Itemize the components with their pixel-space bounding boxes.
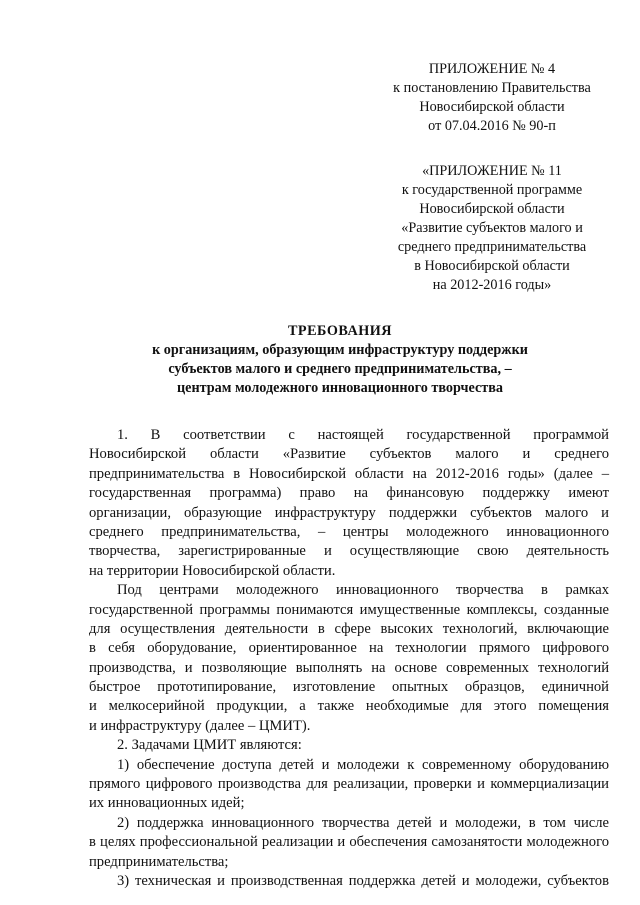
body-line: Новосибирской области «Развитие субъектов малого и среднего — [89, 446, 609, 463]
appendix-line: «ПРИЛОЖЕНИЕ № 11 — [422, 163, 562, 179]
body-line: 1) обеспечение доступа детей и молодежи к современному оборудованию — [117, 756, 609, 773]
body-line: творчества, зарегистрированные и осуществляющие свою деятельность — [89, 543, 609, 560]
appendix-line: на 2012-2016 годы» — [432, 277, 552, 293]
body-line: на территории Новосибирской области. — [89, 562, 336, 579]
appendix-line: от 07.04.2016 № 90-п — [428, 118, 556, 134]
body-line: государственной программы понимаются имущественные комплексы, созданные — [89, 601, 609, 618]
appendix-line: Новосибирской области — [419, 201, 565, 217]
appendix-line: в Новосибирской области — [414, 258, 570, 274]
body-line: 3) техническая и производственная поддержка детей и молодежи, субъектов — [117, 872, 609, 889]
appendix-line: к постановлению Правительства — [393, 80, 591, 96]
body-line: производства, и позволяющие выполнять на основе современных технологий — [89, 659, 609, 676]
body-line: предпринимательства; — [89, 853, 229, 870]
title-subtitle-line: центрам молодежного инновационного творчества — [176, 380, 504, 396]
title-main: ТРЕБОВАНИЯ — [287, 323, 393, 339]
body-line: в себя оборудование, ориентированное на технологии прямого цифрового — [89, 640, 609, 657]
body-line: Под центрами молодежного инновационного творчества в рамках — [117, 582, 609, 599]
body-line: прямого цифрового производства для реализации, проверки и коммерциализации — [89, 776, 609, 793]
body-line: 2. Задачами ЦМИТ являются: — [117, 737, 302, 754]
body-line: 1. В соответствии с настоящей государственной программой — [117, 427, 609, 443]
body-line: государственная программа) право на финансовую поддержку имеют — [89, 485, 609, 502]
body-line: для осуществления деятельности в сфере высоких технологий, включающие — [89, 620, 609, 637]
appendix-line: среднего предпринимательства — [397, 239, 587, 255]
title-subtitle-line: субъектов малого и среднего предпринимательства, – — [168, 361, 512, 377]
body-line: среднего предпринимательства, – центры молодежного инновационного — [89, 523, 609, 540]
document-body — [89, 426, 609, 891]
appendix-header — [372, 60, 612, 136]
appendix-line: Новосибирской области — [419, 99, 565, 115]
appendix-line: «Развитие субъектов малого и — [401, 220, 583, 236]
body-line: 2) поддержка инновационного творчества детей и молодежи, в том числе — [117, 814, 609, 831]
document-title — [60, 322, 620, 398]
appendix-line: ПРИЛОЖЕНИЕ № 4 — [428, 61, 556, 77]
body-line: предпринимательства в Новосибирской области на 2012-2016 годы» (далее – — [89, 465, 609, 482]
program-appendix-header — [372, 162, 612, 295]
body-line: в целях профессиональной реализации и обеспечения самозанятости молодежного — [89, 834, 609, 851]
body-line: и инфраструктуру (далее – ЦМИТ). — [89, 717, 311, 734]
body-line: быстрое прототипирование, изготовление опытных образцов, единичной — [89, 679, 609, 696]
appendix-line: к государственной программе — [401, 182, 583, 198]
body-line: организации, образующие инфраструктуру поддержки субъектов малого и — [89, 504, 609, 521]
body-line: их инновационных идей; — [89, 795, 245, 812]
body-line: и мелкосерийной продукции, а также необходимые для этого помещения — [89, 698, 609, 715]
title-subtitle-line: к организациям, образующим инфраструктуру поддержки — [152, 342, 528, 358]
